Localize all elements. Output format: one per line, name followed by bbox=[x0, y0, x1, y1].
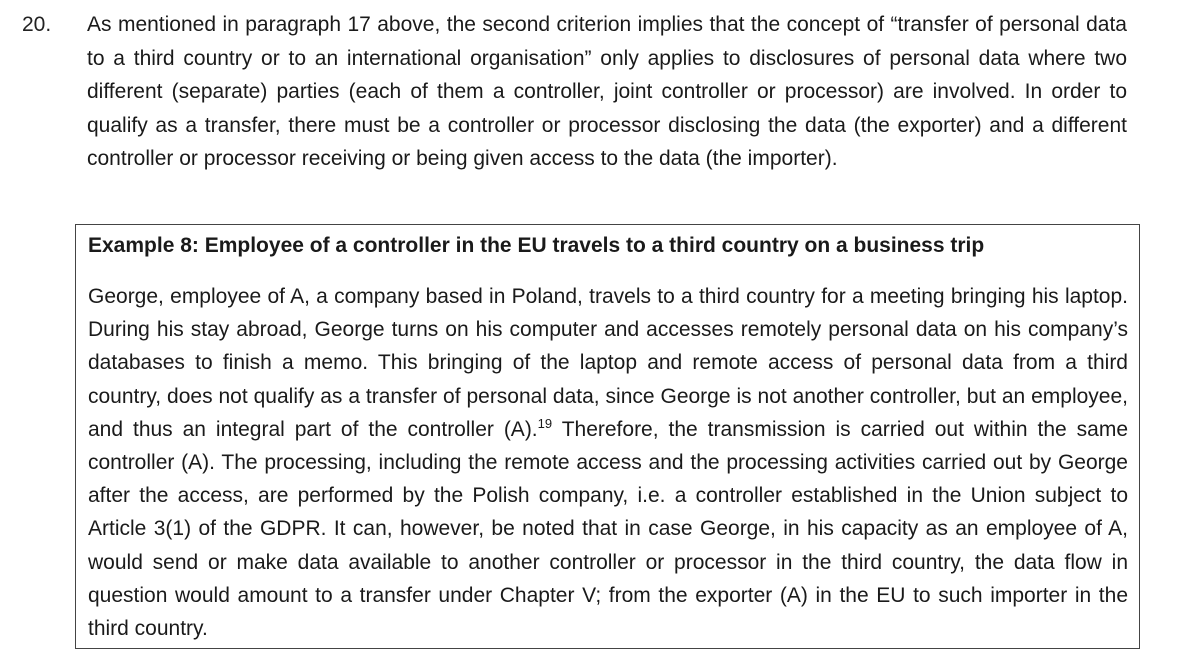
example-body-part2: Therefore, the transmission is carried out within the same controller (A). The processing, including the remote access and the processing activities carried out by George after the access, are performed by the Polish company, i.e. a controller established in the Union subject to Article 3(1) of the GDPR. It can, however, be noted that in case George, in his capacity as an employee of A, would send or make data available to another controller or processor in the third country, the data flow in question would amount to a transfer under Chapter V; from the exporter (A) in the EU to such importer in the third country. bbox=[88, 417, 1129, 641]
example-box bbox=[75, 224, 1140, 649]
example-title: Example 8: Employee of a controller in the EU travels to a third country on a business trip bbox=[88, 234, 985, 257]
footnote-reference[interactable]: 19 bbox=[537, 415, 553, 431]
example-body-part1: George, employee of A, a company based in Poland, travels to a third country for a meeting bringing his laptop. During his stay abroad, George turns on his computer and accesses remotely personal data on his company’s databases to finish a memo. This bringing of the laptop and remote access of personal data from a third country, does not qualify as a transfer of personal data, since George is not another controller, but an employee, and thus an integral part of the controller (A). bbox=[88, 285, 1128, 441]
example-body bbox=[88, 280, 1128, 645]
paragraph-number: 20. bbox=[22, 13, 52, 36]
paragraph-text: As mentioned in paragraph 17 above, the second criterion implies that the concept of “transfer of personal data to a third country or to an international organisation” only applies to disclosures of personal data where two different (separate) parties (each of them a controller, joint controller or processor) are involved. In order to qualify as a transfer, there must be a controller or processor disclosing the data (the exporter) and a different controller or processor receiving or being given access to the data (the importer). bbox=[87, 13, 1127, 170]
